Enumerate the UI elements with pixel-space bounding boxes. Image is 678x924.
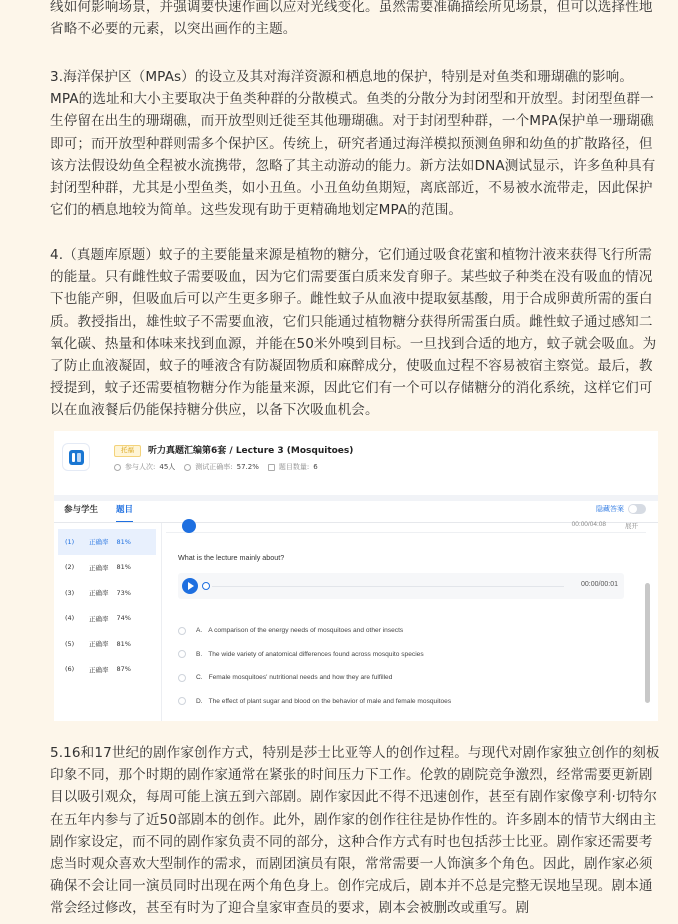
audio-time: 00:00/00:01 [581,581,618,588]
count-label: 题目数量: [278,463,310,471]
option-text: The effect of plant sugar and blood on the behavior of male and female mosquitoes [208,697,452,705]
scrollbar[interactable] [645,583,650,703]
accuracy-text: 正确率 [89,563,109,572]
option-text: The wide variety of anatomical differences found across mosquito species [208,650,424,658]
play-icon[interactable] [182,519,196,533]
divider [54,495,658,501]
question-text: What is the lecture mainly about? [178,553,285,562]
tab-questions[interactable]: 题目 [116,503,133,523]
option-letter: C. [196,674,203,682]
paragraph-4: 4.（真题库原题）蚊子的主要能量来源是植物的糖分，它们通过吸食花蜜和植物汁液来获得飞行所需的能量。只有雌性蚊子需要吸血，因为它们需要蛋白质来发育卵子。某些蚊子种类在没有吸血的情况下也能产卵，但吸血后可以产生更多卵子。雌性蚊子从血液中提取氨基酸，用于合成卵黄所需的蛋白质。教授指出，雄性蚊子不需要血液，它们只能通过植物糖分获得所需蛋白质。雌性蚊子通过感知二氧化碳、热量和体味来找到血源，并能在50米外嗅到目标。一旦找到合适的地方，蚊子就会吸血。为了防止血液凝固，蚊子的唾液含有防凝固物质和麻醉成分，使吸血过程不容易被宿主察觉。最后，教授提到，蚊子还需要植物糖分作为能量来源，因此它们有一个可以存储糖分的消化系统，这样它们可以在血液餐后仍能保持糖分供应，以备下次吸血机会。 [50,247,657,419]
question-number: (5) [65,639,75,648]
toggle-switch[interactable] [628,504,646,514]
tab-students[interactable]: 参与学生 [64,505,99,515]
option-text: Female mosquitoes' nutritional needs and how they are fulfilled [208,674,393,682]
accuracy-rate: 73% [116,588,131,597]
accuracy-text: 正确率 [89,665,109,674]
participants-label: 参与人次: [125,463,156,471]
option-letter: B. [196,650,203,658]
answer-options [178,619,638,713]
hide-answer-label: 隐藏答案 [596,505,624,513]
option-b[interactable] [178,643,638,667]
option-c[interactable] [178,666,638,690]
previous-audio-player [166,517,646,533]
option-letter: D. [196,697,203,705]
question-item[interactable] [58,631,156,657]
progress-track[interactable] [212,586,564,587]
accuracy-rate: 81% [116,537,131,546]
progress-knob[interactable] [202,582,210,590]
question-item[interactable] [58,529,156,555]
accuracy-value: 57.2% [236,463,259,471]
radio-icon[interactable] [178,674,186,682]
question-list [58,529,156,682]
audio-player [178,573,624,599]
check-circle-icon [184,464,191,471]
participants-value: 45人 [159,463,176,471]
accuracy-text: 正确率 [89,614,109,623]
option-letter: A. [196,627,203,635]
paragraph-3: 3.海洋保护区（MPAs）的设立及其对海洋资源和栖息地的保护，特别是对鱼类和珊瑚礁的影响。MPA的选址和大小主要取决于鱼类种群的分散模式。鱼类的分散分为封闭型和开放型。封闭型鱼群一生停留在出生的珊瑚礁，而开放型则迁徙至其他珊瑚礁。对于封闭型种群，一个MPA保护单一珊瑚礁即可；而开放型种群则需多个保护区。传统上，研究者通过海洋模拟预测鱼卵和幼鱼的扩散路径，但该方法假设幼鱼全程被水流携带，忽略了其主动游动的能力。新方法如DNA测试显示，许多鱼种具有封闭型种群，尤其是小型鱼类，如小丑鱼。小丑鱼幼鱼期短，离底部近，不易被水流带走，因此保护它们的栖息地较为简单。这些发现有助于更精确地划定MPA的范围。 [50,69,656,219]
question-number: (4) [65,614,75,623]
question-content [166,523,658,721]
accuracy-rate: 74% [116,614,131,623]
radio-icon[interactable] [178,697,186,705]
accuracy-text: 正确率 [89,640,109,649]
lecture-stats [114,462,323,472]
question-number: (3) [65,588,75,597]
question-item[interactable] [58,555,156,581]
embedded-lecture-screenshot [54,431,658,721]
question-number: (6) [65,665,75,674]
play-icon[interactable] [182,578,198,594]
count-value: 6 [313,463,318,471]
user-icon [114,464,121,471]
tab-bar [64,503,133,523]
question-number: (1) [65,537,75,546]
question-number: (2) [65,563,75,572]
paragraph-5: 5.16和17世纪的剧作家创作方式，特别是莎士比亚等人的创作过程。与现代对剧作家独立创作的刻板印象不同，那个时期的剧作家通常在紧张的时间压力下工作。伦敦的剧院竞争激烈，经常需要更新剧目以吸引观众，每周可能上演五到六部剧。剧作家因此不得不迅速创作，甚至有剧作家像亨利·切特尔在五年内参与了近50部剧本的创作。此外，剧作家的创作往往是协作性的。许多剧本的情节大纲由主剧作家设定，而不同的剧作家负责不同的部分，这种合作方式有时也包括莎士比亚。剧作家还需要考虑当时观众喜欢大型制作的需求，而剧团演员有限，常常需要一人饰演多个角色。因此，剧作家必须确保不会让同一演员同时出现在两个角色身上。创作完成后，剧本并不总是完整无误地呈现。剧本通常会经过修改，甚至有时为了迎合皇家审查员的要求，剧本会被删改或重写。剧 [50,745,660,917]
radio-icon[interactable] [178,627,186,635]
toefl-tag: 托福 [114,445,141,457]
hide-answer-toggle[interactable] [596,504,646,514]
accuracy-rate: 81% [116,563,131,572]
radio-icon[interactable] [178,650,186,658]
vertical-divider [161,523,162,721]
paragraph-2-tail: 线如何影响场景，并强调要快速作画以应对光线变化。虽然需要准确描绘所见场景，但可以选择性地省略不必要的元素，以突出画作的主题。 [50,0,653,38]
question-item[interactable] [58,606,156,632]
option-text: A comparison of the energy needs of mosquitoes and other insects [208,627,404,635]
app-icon [62,443,90,471]
question-item[interactable] [58,657,156,683]
question-item[interactable] [58,580,156,606]
accuracy-text: 正确率 [89,589,109,598]
checkbox-icon [268,464,275,471]
previous-time: 00:00/04:08 [571,521,606,528]
option-d[interactable] [178,690,638,714]
lecture-title: 听力真题汇编第6套 / Lecture 3 (Mosquitoes) [148,446,354,456]
accuracy-rate: 81% [116,639,131,648]
expand-link[interactable]: 展开 [625,522,638,530]
accuracy-label: 测试正确率: [195,463,233,471]
option-a[interactable] [178,619,638,643]
accuracy-rate: 87% [116,665,131,674]
accuracy-text: 正确率 [89,538,109,547]
